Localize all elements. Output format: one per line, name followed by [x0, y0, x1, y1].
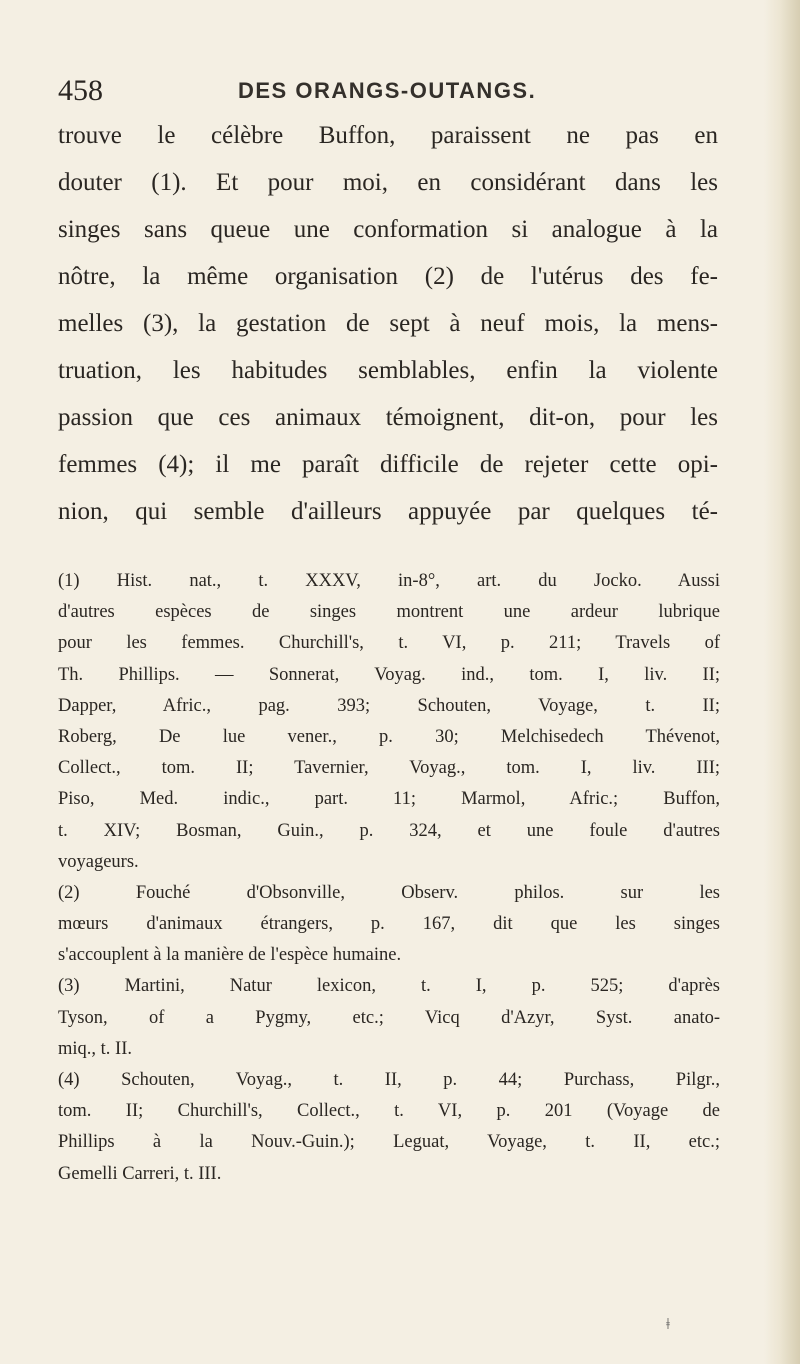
footnotes	[58, 566, 720, 1190]
footnote-line: voyageurs.	[58, 851, 139, 872]
footnote-line: Dapper, Afric., pag. 393; Schouten, Voyage, t. II;	[58, 695, 720, 716]
footnote-line: (1) Hist. nat., t. XXXV, in-8°, art. du Jocko. Aussi	[58, 571, 720, 591]
text-line: douter (1). Et pour moi, en considérant dans les	[58, 169, 718, 196]
main-text	[58, 112, 718, 535]
footnote-line: Th. Phillips. — Sonnerat, Voyag. ind., tom. I, liv. II;	[58, 664, 720, 685]
footnote-line: (2) Fouché d'Obsonville, Observ. philos. sur les	[58, 882, 720, 903]
footnote-line: Gemelli Carreri, t. III.	[58, 1163, 222, 1184]
text-line: trouve le célèbre Buffon, paraissent ne pas en	[58, 122, 718, 149]
running-head: DES ORANGS-OUTANGS.	[238, 78, 537, 103]
page-edge-shadow	[764, 0, 800, 1364]
text-line: passion que ces animaux témoignent, dit-on, pour les	[58, 404, 718, 431]
text-line: nôtre, la même organisation (2) de l'utérus des fe-	[58, 263, 718, 290]
text-line: truation, les habitudes semblables, enfin la violente	[58, 357, 718, 384]
footnote-line: t. XIV; Bosman, Guin., p. 324, et une foule d'autres	[58, 820, 720, 841]
footnote-line: (4) Schouten, Voyag., t. II, p. 44; Purchass, Pilgr.,	[58, 1070, 720, 1090]
text-line: singes sans queue une conformation si analogue à la	[58, 216, 718, 243]
margin-mark: ǂ	[666, 1316, 670, 1333]
footnote-line: tom. II; Churchill's, Collect., t. VI, p. 201 (Voyage de	[58, 1101, 720, 1122]
footnote-line: pour les femmes. Churchill's, t. VI, p. 211; Travels of	[58, 633, 720, 654]
footnote-line: Tyson, of a Pygmy, etc.; Vicq d'Azyr, Syst. anato-	[58, 1007, 720, 1028]
footnote-line: Phillips à la Nouv.-Guin.); Leguat, Voyage, t. II, etc.;	[58, 1132, 720, 1153]
footnote-line: miq., t. II.	[58, 1038, 132, 1059]
text-line: femmes (4); il me paraît difficile de rejeter cette opi-	[58, 451, 718, 478]
footnote-line: Collect., tom. II; Tavernier, Voyag., tom. I, liv. III;	[58, 758, 720, 779]
footnote-line: mœurs d'animaux étrangers, p. 167, dit que les singes	[58, 914, 720, 935]
footnote-line: Roberg, De lue vener., p. 30; Melchisedech Thévenot,	[58, 726, 720, 747]
page-number: 458	[58, 74, 103, 107]
footnote-line: s'accouplent à la manière de l'espèce humaine.	[58, 945, 402, 966]
footnote-line: (3) Martini, Natur lexicon, t. I, p. 525; d'après	[58, 976, 720, 997]
page-header	[58, 74, 718, 114]
text-line: melles (3), la gestation de sept à neuf mois, la mens-	[58, 310, 718, 337]
footnote-line: d'autres espèces de singes montrent une ardeur lubrique	[58, 602, 720, 623]
text-line: nion, qui semble d'ailleurs appuyée par quelques té-	[58, 498, 718, 525]
footnote-line: Piso, Med. indic., part. 11; Marmol, Afric.; Buffon,	[58, 789, 720, 810]
